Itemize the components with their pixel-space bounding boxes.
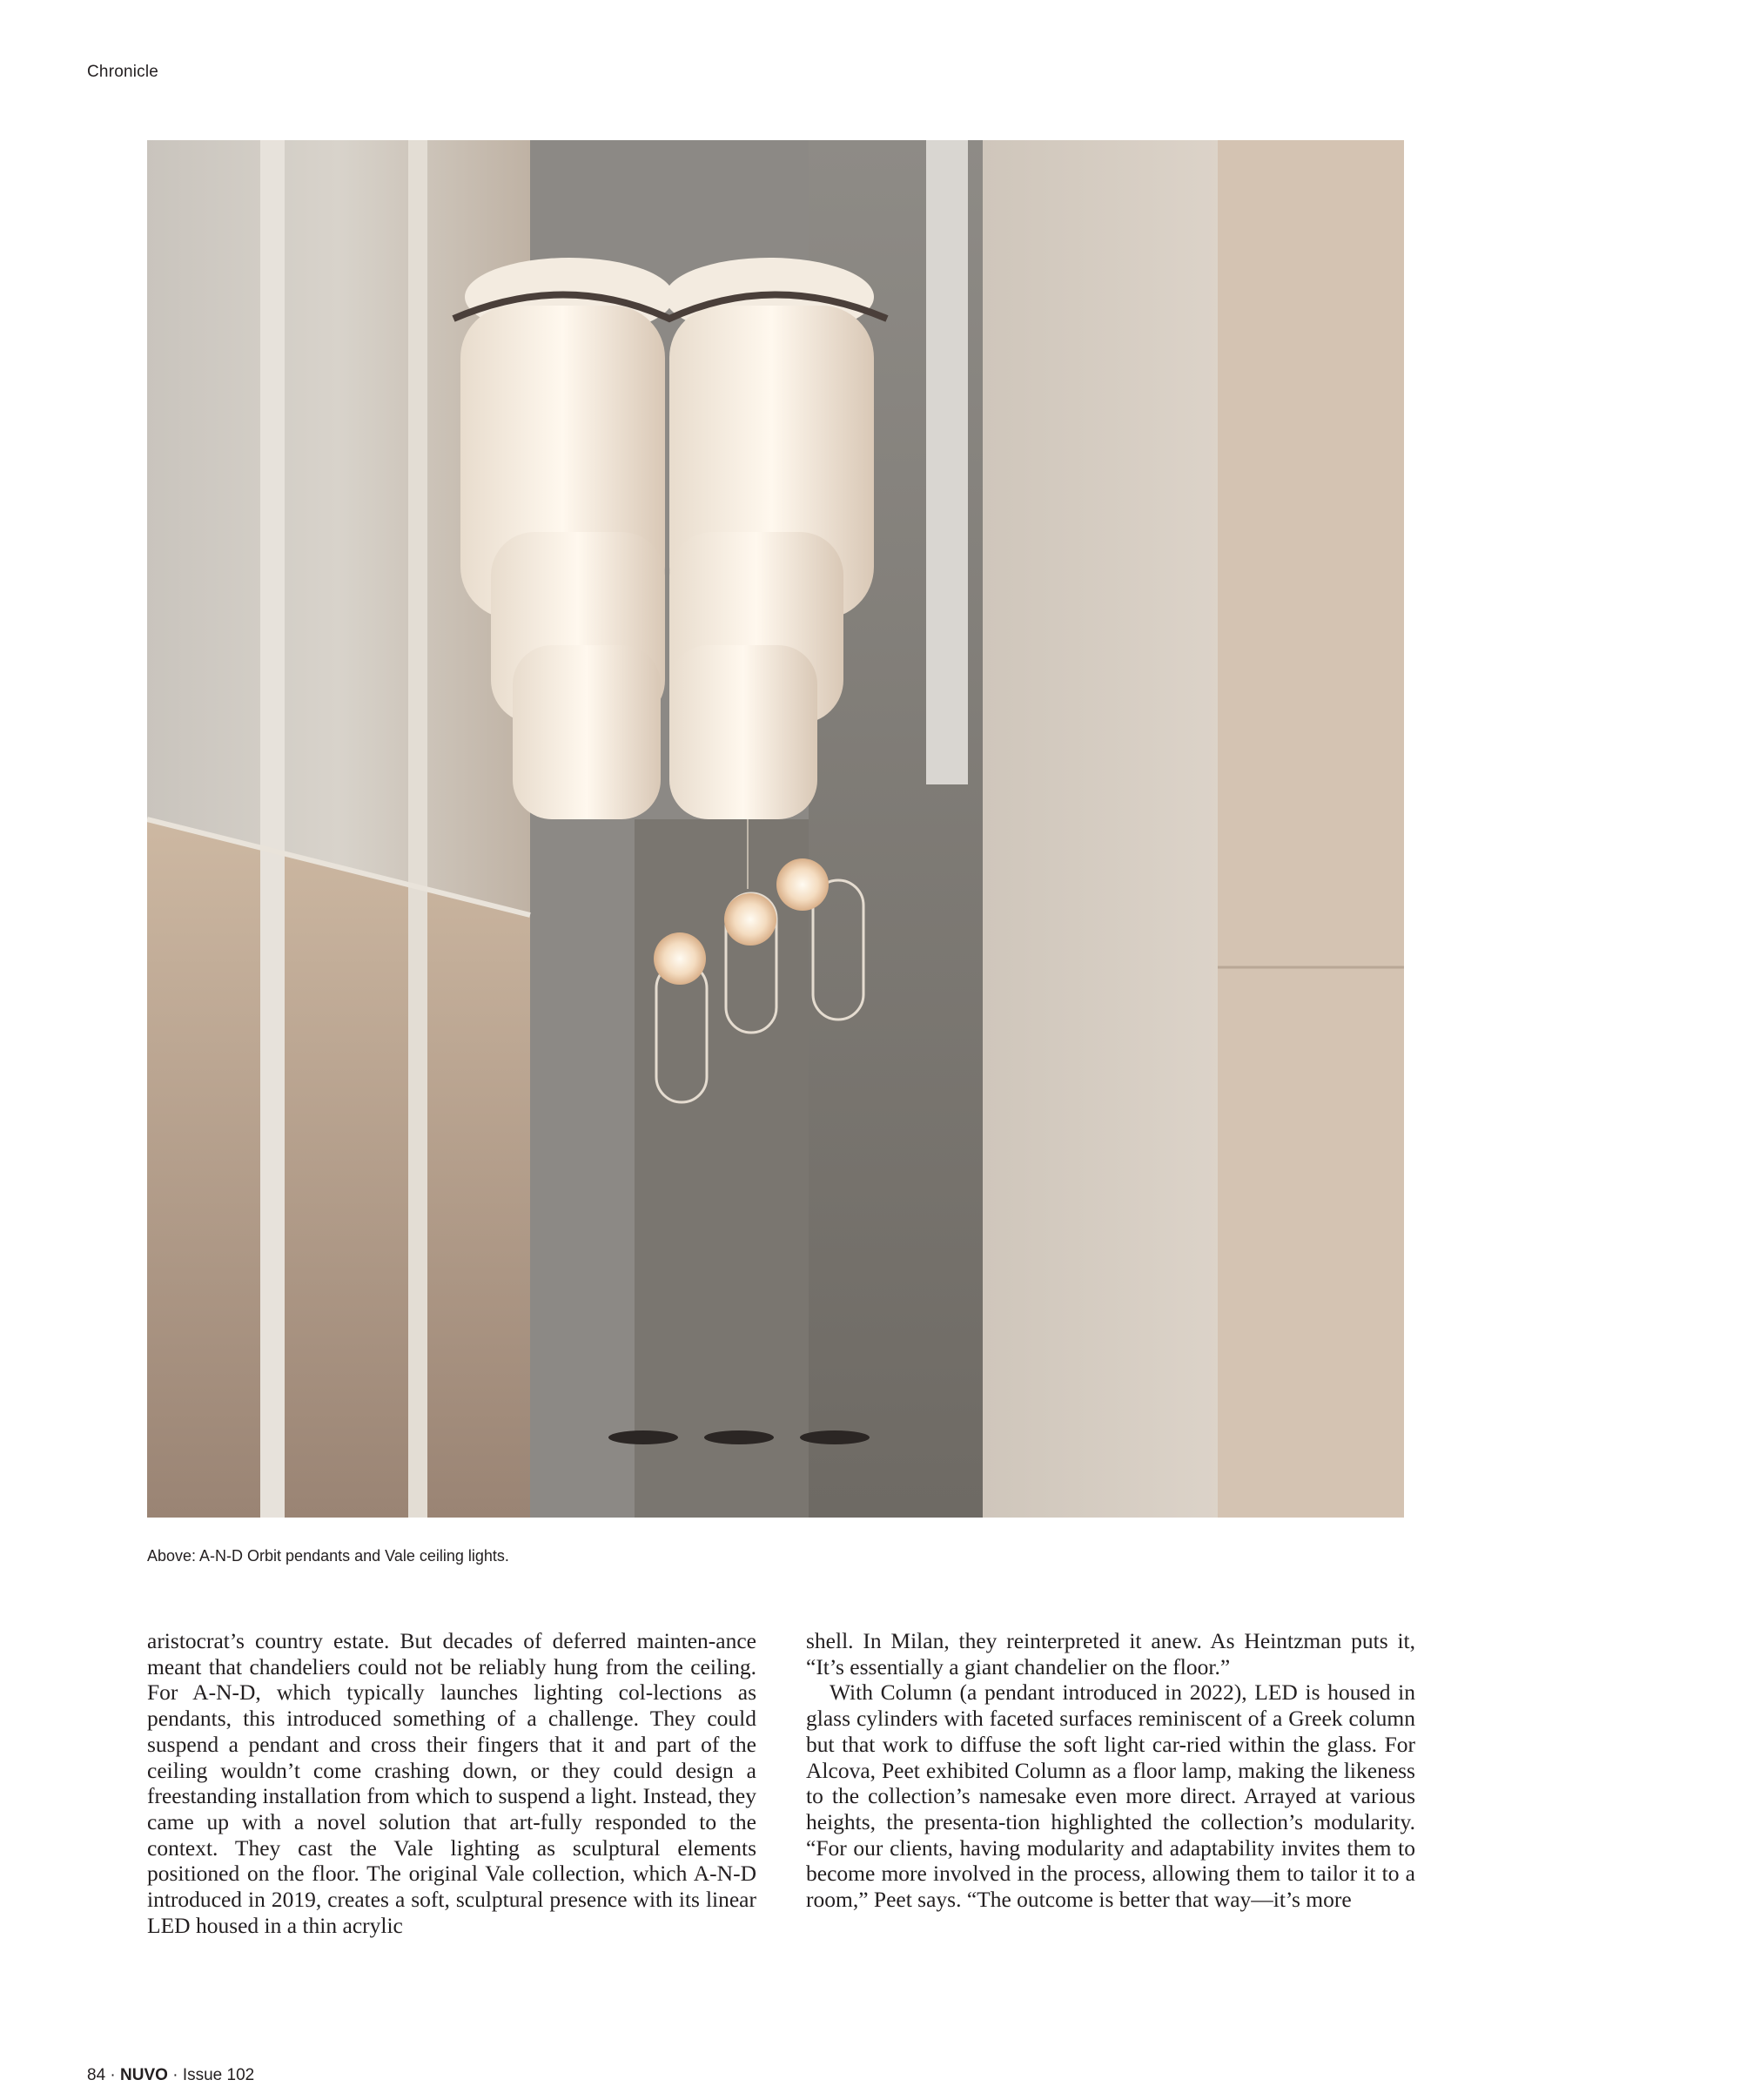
- magazine-name: NUVO: [120, 2066, 168, 2084]
- footer-separator: ·: [167, 2066, 183, 2084]
- page-footer: [87, 2066, 254, 2085]
- page-number: 84: [87, 2066, 106, 2084]
- article-column-left: [147, 1628, 756, 1938]
- body-paragraph: shell. In Milan, they reinterpreted it anew. As Heintzman puts it, “It’s essentially a giant chandelier on the floor.”: [806, 1628, 1415, 1679]
- article-column-right: [806, 1628, 1415, 1913]
- section-label: Chronicle: [87, 63, 159, 81]
- issue-number: Issue 102: [182, 2066, 255, 2084]
- footer-separator: ·: [105, 2066, 121, 2084]
- photo-caption: Above: A-N-D Orbit pendants and Vale ceiling lights.: [147, 1547, 509, 1565]
- body-paragraph: aristocrat’s country estate. But decades of deferred mainten-ance meant that chandeliers could not be reliably hung from the ceiling. For A-N-D, which typically launches lighting col-lections as pendants, this introduced something of a challenge. They could suspend a pendant and cross their fingers that it and part of the ceiling wouldn’t come crashing down, or they could design a freestanding installation from which to suspend a light. Instead, they came up with a novel solution that art-fully responded to the context. They cast the Vale lighting as sculptural elements positioned on the floor. The original Vale collection, which A-N-D introduced in 2019, creates a soft, sculptural presence with its linear LED housed in a thin acrylic: [147, 1628, 756, 1938]
- article-photo: [147, 140, 1404, 1518]
- lighting-installation-photo: [147, 140, 1404, 1518]
- body-paragraph: With Column (a pendant introduced in 2022), LED is housed in glass cylinders with faceted surfaces reminiscent of a Greek column but that work to diffuse the soft light car-ried within the glass. For Alcova, Peet exhibited Column as a floor lamp, making the likeness to the collection’s namesake even more direct. Arrayed at various heights, the presenta-tion highlighted the collection’s modularity. “For our clients, having modularity and adaptability invites them to become more involved in the process, allowing them to tailor it to a room,” Peet says. “The outcome is better that way—it’s more: [806, 1679, 1415, 1913]
